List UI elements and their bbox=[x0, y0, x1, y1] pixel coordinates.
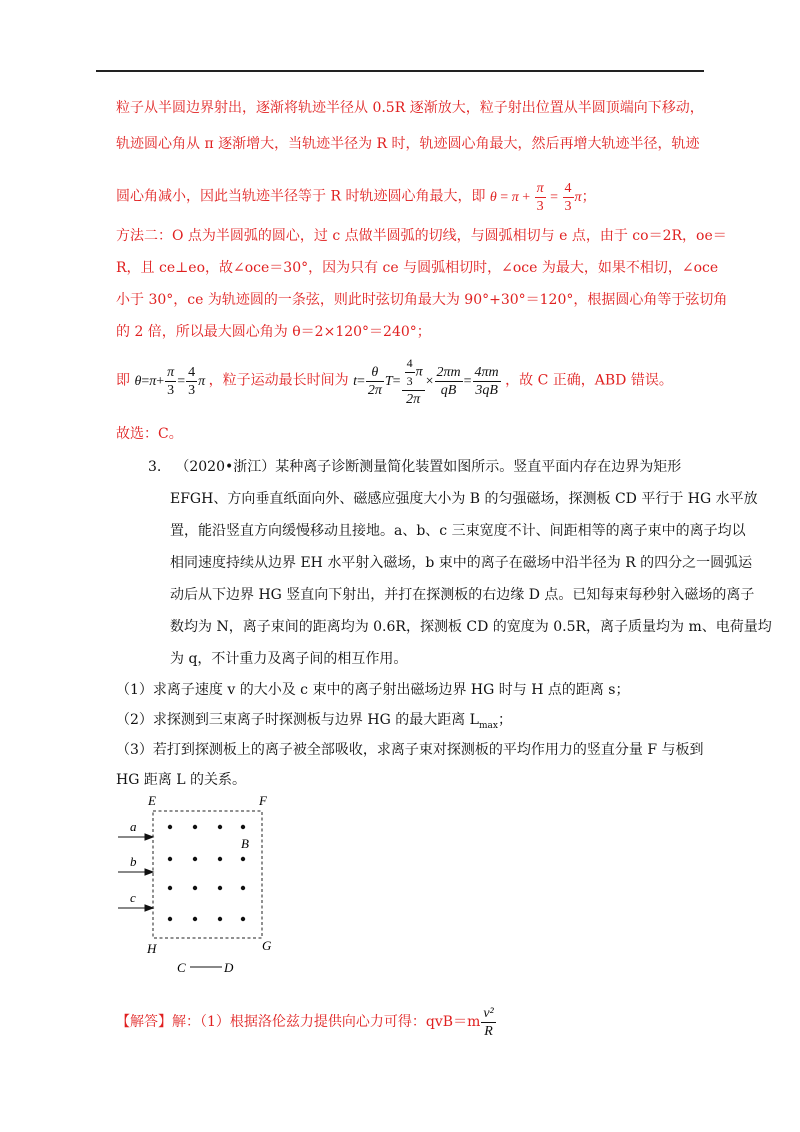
pi-symbol: π bbox=[198, 373, 206, 389]
equals-sign: = bbox=[463, 373, 472, 389]
solution-line-2: 轨迹圆心角从 π 逐渐增大，当轨迹半径为 R 时，轨迹圆心角最大，然后再增大轨迹半径，轨迹 bbox=[116, 136, 700, 152]
field-dot bbox=[193, 857, 197, 861]
method2-line-4: 的 2 倍，所以最大圆心角为 θ＝2×120°＝240°； bbox=[116, 324, 431, 340]
fraction-v2-over-r bbox=[481, 1005, 495, 1040]
problem-number: 3. bbox=[148, 459, 162, 475]
fraction-theta-over-2pi bbox=[366, 364, 384, 399]
semicolon: ； bbox=[581, 189, 596, 205]
beam-c-arrowhead bbox=[145, 905, 153, 911]
solution-line-1: 粒子从半圆边界射出，逐渐将轨迹半径从 0.5R 逐渐放大，粒子射出位置从半圆顶端向下移动， bbox=[116, 100, 704, 116]
method2-line-1: 方法二：O 点为半圆弧的圆心，过 c 点做半圆弧的切线，与圆弧相切与 e 点，由于 co＝2R，oe＝ bbox=[116, 228, 727, 244]
answer-text: 解：（1）根据洛伦兹力提供向心力可得：qvB＝m bbox=[172, 1014, 481, 1030]
answer-section bbox=[116, 1002, 706, 1042]
fraction-4pim-over-3qB bbox=[473, 364, 501, 399]
pi-symbol: π bbox=[149, 373, 157, 389]
denominator: 3 bbox=[167, 383, 175, 398]
equals-sign: = bbox=[141, 373, 150, 389]
field-dot bbox=[241, 857, 245, 861]
theta-formula-1 bbox=[489, 181, 596, 214]
theta-symbol: θ bbox=[134, 373, 142, 389]
equals-sign: = bbox=[550, 189, 559, 205]
question-3-line-2: HG 距离 L 的关系。 bbox=[116, 772, 247, 788]
suffix-text: ，故 C 正确，ABD 错误。 bbox=[505, 372, 673, 389]
field-dot bbox=[193, 886, 197, 890]
question-2-text: （2）求探测到三束离子时探测板与边界 HG 的最大距离 L bbox=[116, 712, 479, 728]
fraction-pi-over-3 bbox=[535, 180, 546, 215]
numerator: 2πm bbox=[436, 365, 461, 380]
denominator: 3 bbox=[188, 383, 196, 398]
field-dot bbox=[168, 886, 172, 890]
field-dot bbox=[218, 917, 222, 921]
denominator: 3 bbox=[564, 199, 572, 214]
corner-label-h: H bbox=[147, 941, 157, 956]
plate-label-d: D bbox=[224, 960, 234, 975]
magnetic-field-figure bbox=[110, 790, 290, 990]
times-sign: × bbox=[425, 373, 434, 389]
corner-label-f: F bbox=[259, 793, 267, 808]
denominator: qB bbox=[440, 383, 457, 398]
pi-symbol: π bbox=[574, 189, 582, 205]
equals-sign: = bbox=[500, 189, 509, 205]
plus-sign: + bbox=[156, 373, 165, 389]
problem3-line-2: EFGH、方向垂直纸面向外、磁感应强度大小为 B 的匀强磁场，探测板 CD 平行于 HG 水平放 bbox=[170, 491, 758, 507]
numerator bbox=[402, 355, 425, 391]
method2-line-2: R，且 ce⊥eo，故∠oce＝30°，因为只有 ce 与圆弧相切时，∠oce 为最大，如果不相切，∠oce bbox=[116, 260, 719, 276]
beam-b-arrowhead bbox=[145, 869, 153, 875]
numerator: 4 bbox=[564, 181, 572, 196]
denominator: 2π bbox=[367, 383, 382, 398]
field-dot bbox=[218, 825, 222, 829]
plate-label-c: C bbox=[177, 960, 186, 975]
mid-text: ，粒子运动最长时间为 bbox=[208, 372, 349, 389]
field-dot bbox=[241, 886, 245, 890]
fraction-4pi3-over-2pi bbox=[402, 355, 425, 408]
problem3-line-7: 为 q，不计重力及离子间的相互作用。 bbox=[170, 651, 408, 667]
field-dot bbox=[168, 857, 172, 861]
beam-label-b: b bbox=[130, 854, 137, 869]
denominator: 3qB bbox=[475, 383, 498, 398]
numerator: π bbox=[536, 181, 544, 196]
numerator: π bbox=[167, 365, 175, 380]
fraction-4-over-3 bbox=[563, 180, 574, 215]
problem3-line-6: 数均为 N，离子束间的距离均为 0.6R，探测板 CD 的宽度为 0.5R，离子质量均为 m、电荷量均 bbox=[170, 619, 772, 635]
problem3-line-5: 动后从下边界 HG 竖直向下射出，并打在探测板的右边缘 D 点。已知每束每秒射入磁场的离子 bbox=[170, 587, 755, 603]
numerator: 4πm bbox=[474, 365, 499, 380]
field-dots bbox=[168, 825, 245, 921]
question-3-line-1: （3）若打到探测板上的离子被全部吸收，求离子束对探测板的平均作用力的竖直分量 F 与板到 bbox=[116, 742, 704, 758]
header-rule bbox=[96, 70, 704, 72]
fraction-4-over-3 bbox=[405, 355, 415, 390]
fraction-pi-over-3 bbox=[165, 364, 176, 399]
denominator: 3 bbox=[536, 199, 544, 214]
equals-sign: = bbox=[177, 373, 186, 389]
equals-sign: = bbox=[356, 373, 365, 389]
denominator: R bbox=[484, 1023, 493, 1039]
plus-sign: + bbox=[522, 189, 531, 205]
answer-choice: 故选：C。 bbox=[116, 426, 183, 442]
problem3-line-3: 置，能沿竖直方向缓慢移动且接地。a、b、c 三束宽度不计、间距相等的离子束中的离子均以 bbox=[170, 523, 746, 539]
numerator: 4 bbox=[188, 365, 196, 380]
max-subscript: max bbox=[478, 720, 498, 731]
question-2-end: ； bbox=[497, 712, 512, 728]
denominator: 3 bbox=[406, 374, 413, 388]
field-dot bbox=[168, 825, 172, 829]
problem3-text: （2020•浙江）某种离子诊断测量简化装置如图所示。竖直平面内存在边界为矩形 bbox=[175, 459, 682, 475]
theta-formula-2 bbox=[134, 365, 208, 398]
t-symbol: t bbox=[353, 373, 357, 389]
fraction-2pim-over-qB bbox=[435, 364, 463, 399]
field-dot bbox=[241, 825, 245, 829]
answer-tag: 【解答】 bbox=[116, 1014, 172, 1030]
field-dot bbox=[193, 917, 197, 921]
corner-label-e: E bbox=[148, 793, 156, 808]
beam-label-a: a bbox=[130, 819, 137, 834]
field-dot bbox=[241, 917, 245, 921]
field-dot bbox=[193, 825, 197, 829]
method2-line-3: 小于 30°，ce 为轨迹圆的一条弦，则此时弦切角最大为 90°+30°＝120°，根据圆心角等于弦切角 bbox=[116, 292, 728, 308]
question-2 bbox=[116, 710, 706, 736]
period-symbol: T bbox=[384, 373, 393, 389]
pi-symbol: π bbox=[511, 189, 519, 205]
time-formula-line bbox=[116, 355, 706, 405]
field-dot bbox=[168, 917, 172, 921]
numerator: v² bbox=[483, 1005, 494, 1021]
theta-symbol: θ bbox=[489, 189, 497, 205]
question-1: （1）求离子速度 v 的大小及 c 束中的离子射出磁场边界 HG 时与 H 点的距离 s； bbox=[116, 682, 630, 698]
numerator: 4 bbox=[405, 355, 415, 373]
equals-sign: = bbox=[392, 373, 401, 389]
problem3-line-4: 相同速度持续从边界 EH 水平射入磁场，b 束中的离子在磁场中沿半径为 R 的四分之一圆弧运 bbox=[170, 555, 753, 571]
corner-label-g: G bbox=[262, 938, 272, 953]
problem3-line-1 bbox=[148, 457, 688, 477]
fraction-4-over-3 bbox=[186, 364, 197, 399]
field-dot bbox=[218, 886, 222, 890]
pi-symbol: π bbox=[415, 364, 423, 380]
numerator: θ bbox=[366, 364, 384, 382]
prefix-text: 即 bbox=[116, 372, 130, 389]
beam-a-arrowhead bbox=[145, 834, 153, 840]
solution-line-3-text: 圆心角减小，因此当轨迹半径等于 R 时轨迹圆心角最大，即 bbox=[116, 188, 486, 205]
denominator: 2π bbox=[406, 392, 421, 407]
field-label-b: B bbox=[241, 836, 249, 851]
field-dot bbox=[218, 857, 222, 861]
solution-line-3 bbox=[116, 180, 706, 215]
beam-label-c: c bbox=[130, 890, 136, 905]
